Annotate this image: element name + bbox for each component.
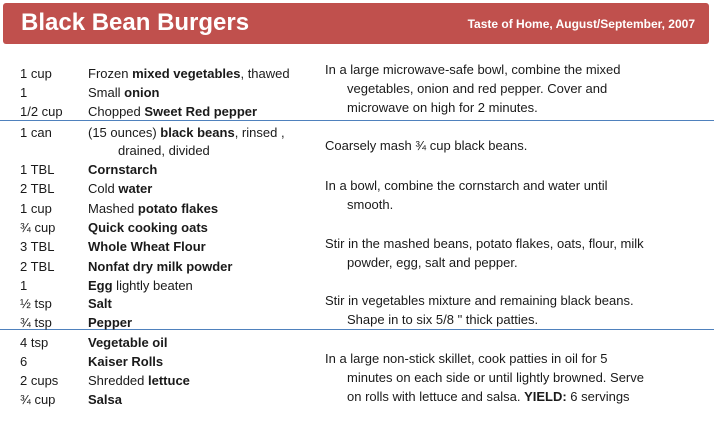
direction-step — [325, 176, 697, 214]
step-line: In a large non-stick skillet, cook patties in oil for 5 — [325, 351, 608, 366]
ingredient-qty: ¾ cup — [20, 392, 56, 407]
ingredient-row-continued — [0, 141, 320, 160]
ingredient-desc: Frozen mixed vegetables, thawed — [88, 66, 290, 81]
yield-value: 6 servings — [566, 389, 630, 404]
ingredient-desc: (15 ounces) black beans, rinsed , — [88, 125, 285, 140]
ingredient-qty: 6 — [20, 354, 28, 369]
ingredient-desc: Cold water — [88, 181, 153, 196]
step-line-final: on rolls with lettuce and salsa. YIELD: 6 servings — [347, 389, 630, 404]
step-line: smooth. — [347, 197, 394, 212]
step-line: minutes on each side or until lightly browned. Serve — [347, 370, 644, 385]
ingredient-desc: Kaiser Rolls — [88, 354, 164, 369]
ingredient-row — [0, 237, 320, 257]
ingredient-row — [0, 276, 320, 296]
step-line: In a large microwave-safe bowl, combine the mixed — [325, 62, 621, 77]
direction-step — [325, 291, 697, 329]
direction-step — [325, 60, 697, 117]
ingredient-desc: Cornstarch — [88, 162, 158, 177]
ingredient-desc: Mashed potato flakes — [88, 201, 219, 216]
ingredient-desc: Quick cooking oats — [88, 220, 208, 235]
step-line: Stir in vegetables mixture and remaining black beans. — [325, 293, 634, 308]
ingredient-qty: 2 TBL — [20, 259, 55, 274]
ingredient-qty: 3 TBL — [20, 239, 55, 254]
title-banner — [3, 3, 709, 44]
recipe-title: Black Bean Burgers — [21, 9, 250, 36]
ingredient-desc: Shredded lettuce — [88, 373, 190, 388]
ingredient-desc: Whole Wheat Flour — [88, 239, 206, 254]
ingredient-qty: 1 — [20, 85, 28, 100]
ingredient-qty: ¾ tsp — [20, 315, 52, 330]
ingredient-row — [0, 64, 320, 84]
ingredient-desc: Pepper — [88, 315, 133, 330]
step-line: Stir in the mashed beans, potato flakes, oats, flour, milk — [325, 236, 644, 251]
ingredient-row — [0, 83, 320, 103]
step-line: vegetables, onion and red pepper. Cover and — [347, 81, 608, 96]
ingredient-row — [0, 160, 320, 180]
ingredient-row — [0, 123, 320, 143]
step-line: Shape in to six 5/8 " thick patties. — [347, 312, 539, 327]
ingredient-desc: Salt — [88, 296, 112, 311]
yield-label: YIELD: — [524, 389, 567, 404]
step-line: microwave on high for 2 minutes. — [347, 100, 538, 115]
ingredient-desc: drained, divided — [118, 143, 210, 158]
ingredient-desc: Salsa — [88, 392, 122, 407]
ingredient-desc: Egg lightly beaten — [88, 278, 193, 293]
ingredient-row — [0, 390, 320, 410]
ingredient-desc: Vegetable oil — [88, 335, 168, 350]
ingredient-row — [0, 179, 320, 199]
ingredient-qty: ¾ cup — [20, 220, 56, 235]
ingredient-row — [0, 333, 320, 353]
ingredient-row — [0, 313, 320, 333]
direction-step — [325, 234, 697, 272]
ingredient-qty: 2 TBL — [20, 181, 55, 196]
ingredient-qty: 1 cup — [20, 201, 52, 216]
step-line: In a bowl, combine the cornstarch and water until — [325, 178, 608, 193]
ingredient-qty: 1 cup — [20, 66, 52, 81]
ingredient-row — [0, 371, 320, 391]
direction-step — [325, 136, 697, 155]
ingredient-row — [0, 102, 320, 122]
ingredient-qty: 1/2 cup — [20, 104, 63, 119]
direction-step — [325, 349, 697, 406]
ingredient-qty: 4 tsp — [20, 335, 49, 350]
ingredient-row — [0, 294, 320, 314]
recipe-source: Taste of Home, August/September, 2007 — [467, 17, 695, 31]
step-line: powder, egg, salt and pepper. — [347, 255, 518, 270]
ingredient-desc: Nonfat dry milk powder — [88, 259, 233, 274]
ingredient-qty: 1 can — [20, 125, 52, 140]
ingredient-row — [0, 352, 320, 372]
step-line: Coarsely mash ¾ cup black beans. — [325, 138, 528, 153]
ingredient-qty: 1 TBL — [20, 162, 55, 177]
ingredient-row — [0, 199, 320, 219]
ingredient-qty: 1 — [20, 278, 28, 293]
ingredient-row — [0, 218, 320, 238]
ingredient-desc: Small onion — [88, 85, 160, 100]
ingredient-desc: Chopped Sweet Red pepper — [88, 104, 258, 119]
ingredient-qty: ½ tsp — [20, 296, 52, 311]
ingredient-qty: 2 cups — [20, 373, 59, 388]
ingredient-row — [0, 257, 320, 277]
